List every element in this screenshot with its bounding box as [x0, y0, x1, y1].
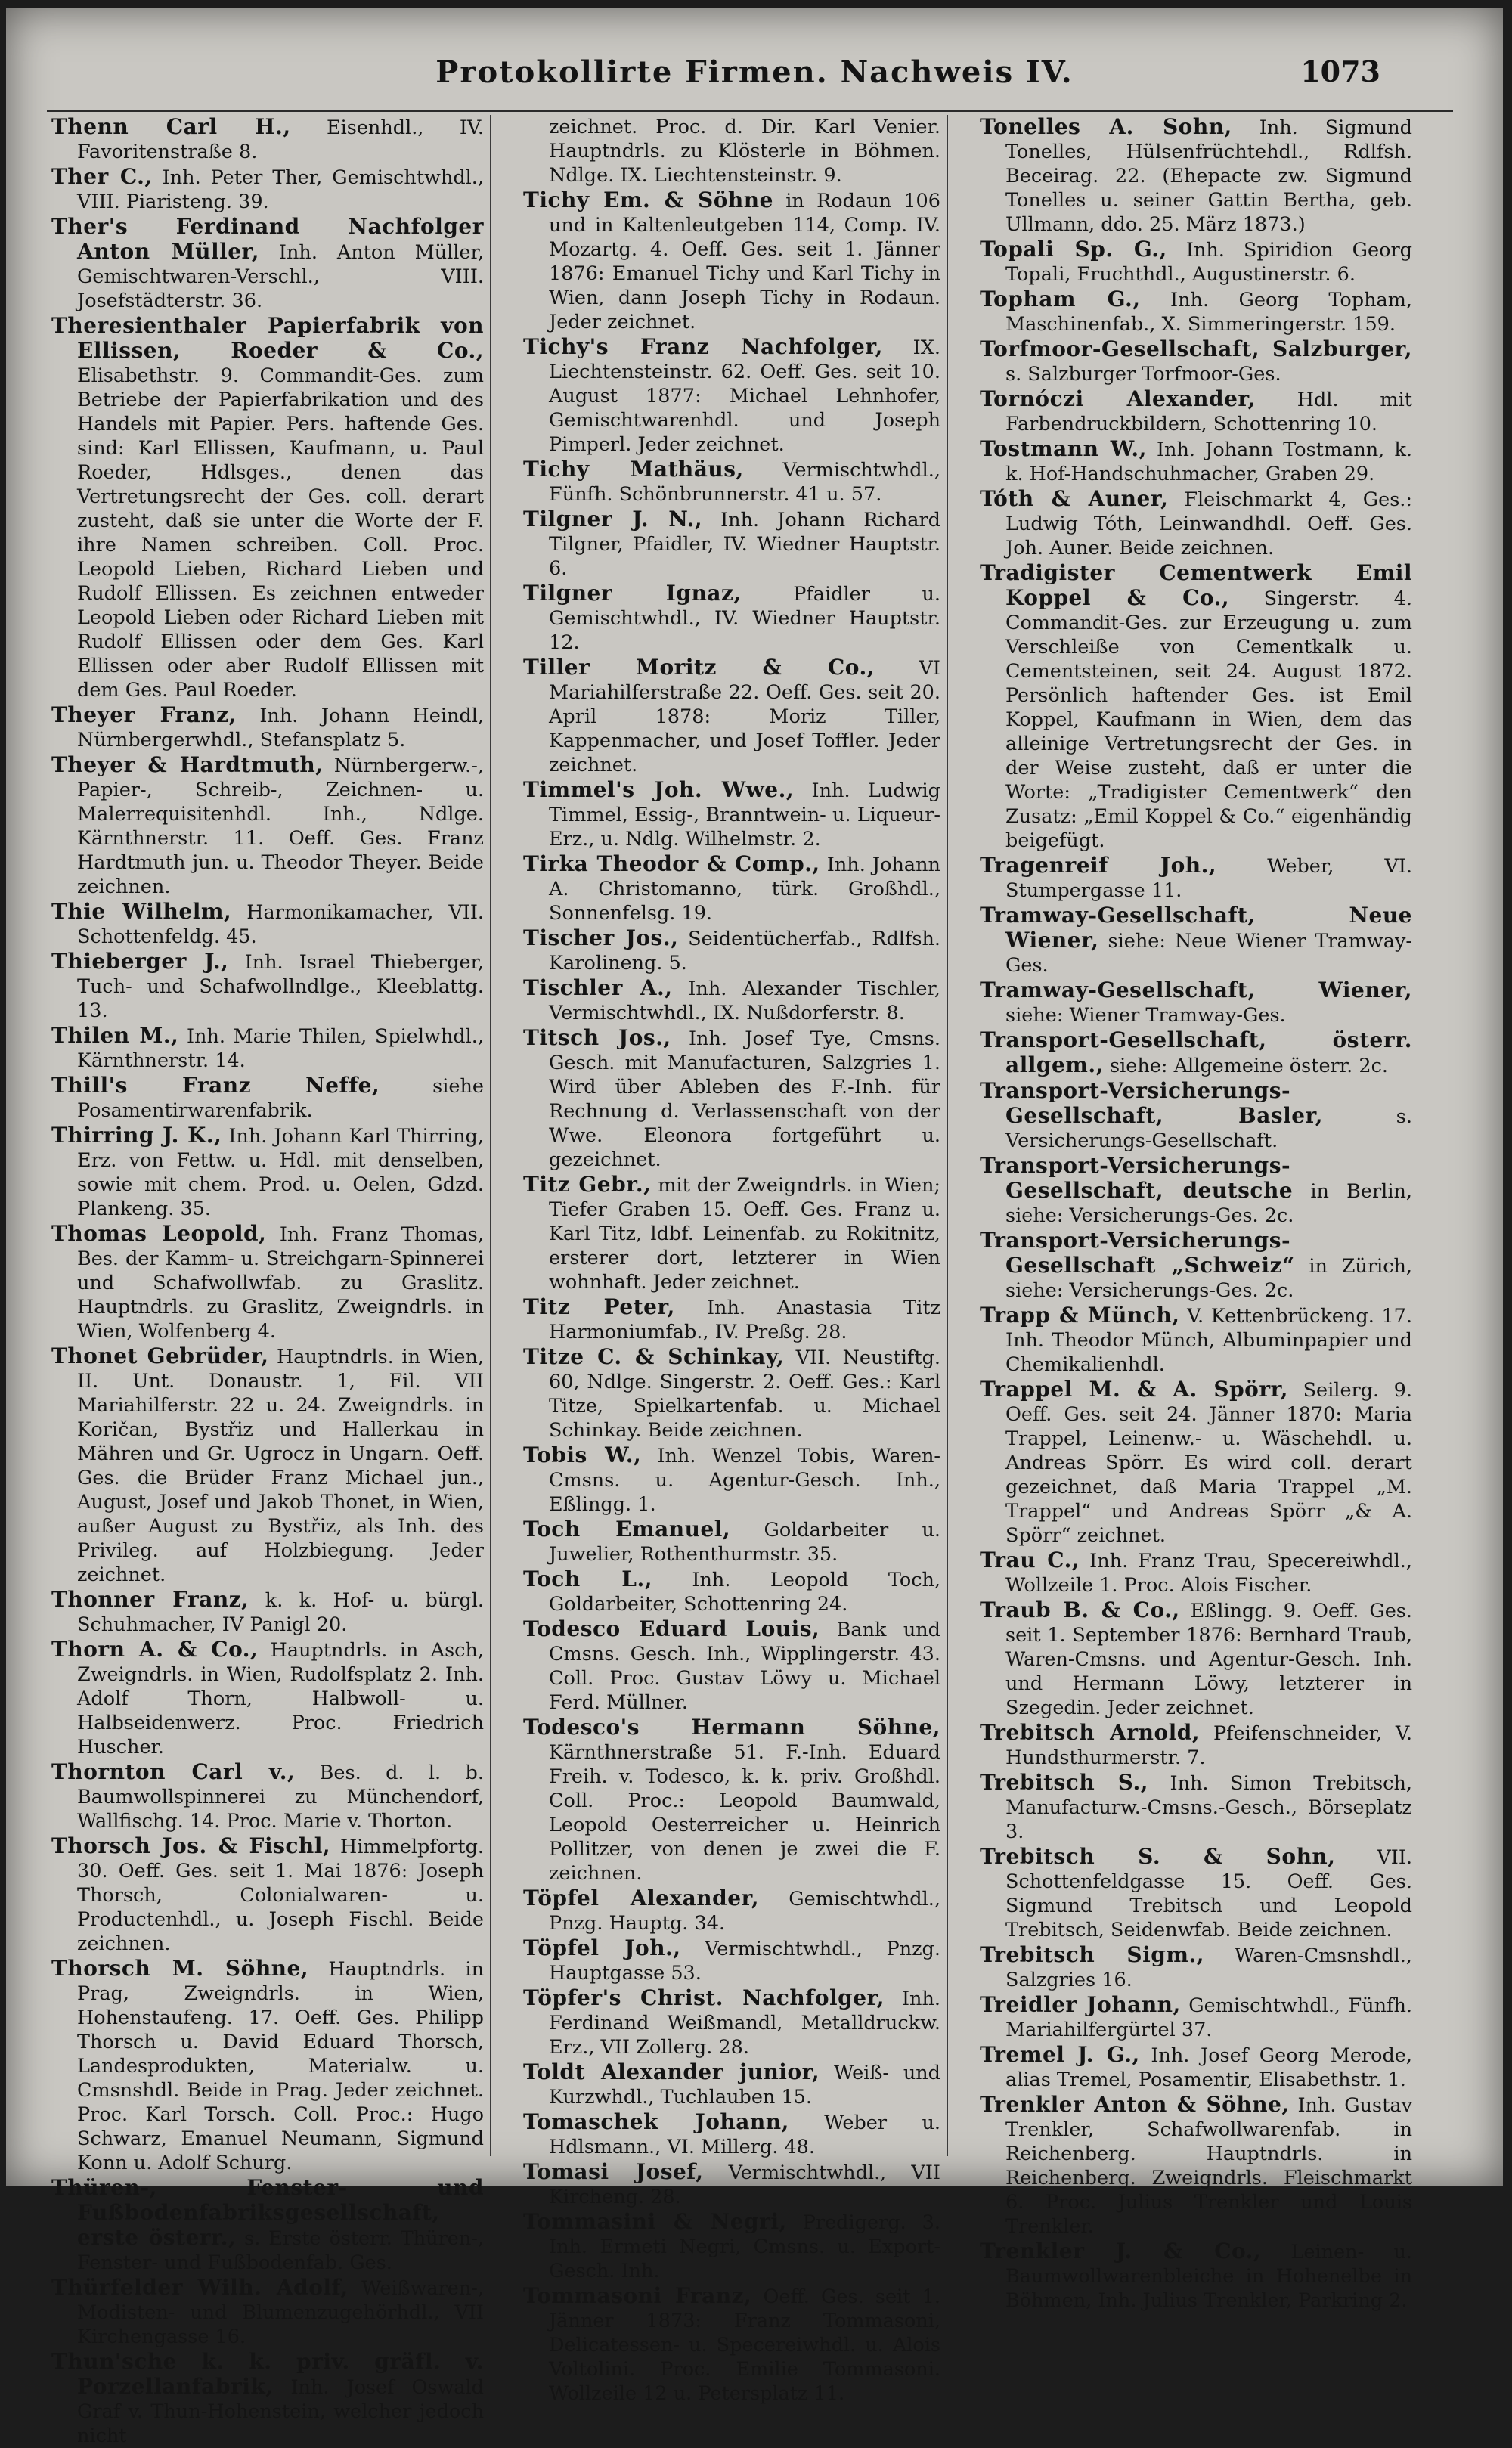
firm-name: Titze C. & Schinkay,	[523, 1344, 785, 1369]
firm-description: s. Versicherungs-Gesellschaft.	[1005, 1105, 1412, 1152]
directory-entry	[980, 854, 1412, 903]
firm-description: Bank und Cmsns. Gesch. Inh., Wipplingerstr. 43. Coll. Proc. Gustav Löwy u. Michael Ferd. Müllner.	[549, 1619, 940, 1714]
firm-name: Tichy Mathäus,	[523, 457, 744, 482]
directory-entry	[51, 1222, 484, 1343]
directory-entry	[51, 115, 484, 164]
firm-description: Kärnthnerstraße 51. F.-Inh. Eduard Freih. v. Todesco, k. k. priv. Großhdl. Coll. Proc.: Leopold Baumwald, Leopold Oesterreicher u. Heinrich Pollitzer, von denen je zwei die F. zeichnen.	[549, 1741, 940, 1885]
firm-name: Tilgner J. N.,	[523, 507, 703, 531]
firm-name: Tonelles A. Sohn,	[980, 114, 1232, 139]
directory-entry	[523, 115, 940, 187]
firm-description: Inh. Johann Karl Thirring, Erz. von Fettw. u. Hdl. mit denselben, sowie mit chem. Prod. u. Oelen, Gdzd. Plankeng. 35.	[77, 1125, 484, 1220]
firm-description: Hauptndrls. in Wien, II. Unt. Donaustr. 1, Fil. VII Mariahilferstr. 22 u. 24. Zweigndrls. in Koričan, Bystřiz und Hallerkau in Mähren und Gr. Ugrocz in Ungarn. Oeff. Ges. die Brüder Franz Michael jun., August, Josef und Jakob Thonet, in Wien, außer August zu Bystřiz, als Inh. des Privileg. auf Holzbiegung. Jeder zeichnet.	[77, 1346, 484, 1586]
firm-name: Tischer Jos.,	[523, 925, 679, 950]
firm-name: Trau C.,	[980, 1548, 1080, 1573]
firm-name: Thieberger J.,	[51, 949, 229, 974]
firm-description: Inh. Leopold Toch, Goldarbeiter, Schottenring 24.	[549, 1569, 941, 1616]
firm-name: Tobis W.,	[523, 1442, 642, 1467]
firm-description: Weiß- und Kurzwhdl., Tuchlauben 15.	[549, 2062, 940, 2109]
firm-name: Tilgner Ignaz,	[523, 581, 742, 606]
directory-entry	[980, 387, 1412, 436]
directory-entry	[980, 1377, 1412, 1548]
firm-name: Töpfel Alexander,	[523, 1886, 760, 1910]
directory-entry	[51, 1760, 484, 1833]
firm-description: in Berlin, siehe: Versicherungs-Ges. 2c.	[1005, 1180, 1413, 1227]
directory-entry	[523, 1986, 940, 2059]
firm-description: zeichnet. Proc. d. Dir. Karl Venier. Hauptndrls. zu Klösterle in Böhmen. Ndlge. IX. Liechtensteinstr. 9.	[549, 116, 940, 187]
directory-entry	[523, 2110, 940, 2159]
firm-name: Thie Wilhelm,	[51, 899, 232, 924]
firm-description: Seidentücherfab., Rdlfsh. Karolineng. 5.	[549, 928, 940, 975]
firm-name: Trenkler Anton & Söhne,	[980, 2092, 1290, 2117]
directory-entry	[523, 581, 940, 655]
page-number: 1073	[1300, 54, 1380, 88]
firm-description: Leinen- u. Baumwollwarenbleiche in Hohenelbe in Böhmen, Inh. Julius Trenkler, Parkring 2.	[1005, 2241, 1412, 2312]
firm-name: Treidler Johann,	[980, 1992, 1181, 2017]
column-left	[51, 114, 485, 2447]
firm-name: Tiller Moritz & Co.,	[523, 655, 875, 680]
firm-name: Traub B. & Co.,	[980, 1597, 1180, 1622]
firm-name: Tradigister Cementwerk Emil Koppel & Co.,	[980, 560, 1412, 610]
directory-entry	[523, 976, 940, 1025]
directory-entry	[523, 1026, 940, 1172]
directory-entry	[980, 1771, 1412, 1844]
firm-name: Tragenreif Joh.,	[980, 853, 1217, 878]
firm-name: Töpfer's Christ. Nachfolger,	[523, 1985, 885, 2010]
firm-name: Titz Peter,	[523, 1294, 675, 1319]
firm-description: Harmonikamacher, VII. Schottenfeldg. 45.	[77, 901, 485, 948]
directory-entry	[51, 2176, 484, 2275]
firm-description: Bes. d. l. b. Baumwollspinnerei zu Münchendorf, Wallfischg. 14. Proc. Marie v. Thorton.	[77, 1762, 484, 1833]
directory-entry	[51, 950, 484, 1023]
directory-entry	[980, 1229, 1412, 1303]
directory-entry	[51, 314, 484, 702]
firm-description: IX. Liechtensteinstr. 62. Oeff. Ges. seit 10. August 1877: Michael Lehnhofer, Gemischtwarenhdl. und Joseph Pimperl. Jeder zeichnet.	[549, 336, 941, 456]
firm-description: Inh. Spiridion Georg Topali, Fruchthdl., Augustinerstr. 6.	[1005, 239, 1412, 286]
directory-entry	[51, 215, 484, 313]
directory-entry	[980, 1154, 1412, 1228]
firm-description: mit der Zweigndrls. in Wien; Tiefer Graben 15. Oeff. Ges. Franz u. Karl Titz, ldbf. Leinenfab. zu Rokitnitz, ersterer dort, letzterer in Wien wohnhaft. Jeder zeichnet.	[549, 1174, 940, 1294]
directory-entry	[980, 1993, 1412, 2042]
firm-description: siehe: Neue Wiener Tramway-Ges.	[1005, 930, 1412, 977]
directory-entry	[523, 188, 940, 334]
firm-name: Tremel J. G.,	[980, 2042, 1140, 2067]
column-divider	[947, 115, 948, 2156]
firm-name: Toch Emanuel,	[523, 1517, 731, 1542]
firm-description: Pfeifenschneider, V. Hundsthurmerstr. 7.	[1005, 1722, 1412, 1769]
directory-entry	[51, 1074, 484, 1123]
firm-name: Todesco's Hermann Söhne,	[523, 1715, 940, 1740]
directory-entry	[980, 1845, 1412, 1942]
firm-description: Inh. Peter Ther, Gemischtwhdl., VIII. Piaristeng. 39.	[77, 166, 485, 213]
page-title: Protokollirte Firmen. Nachweis IV.	[435, 54, 1074, 90]
firm-name: Timmel's Joh. Wwe.,	[523, 777, 795, 802]
firm-description: Weber u. Hdlsmann., VI. Millerg. 48.	[549, 2112, 941, 2158]
firm-name: Trebitsch S.,	[980, 1770, 1149, 1795]
firm-description: Inh. Josef Tye, Cmsns. Gesch. mit Manufacturen, Salzgries 1. Wird über Ableben des F.-Inh. für Rechnung d. Verlassenschaft von der Wwe. Eleonora fortgeführt u. gezeichnet.	[549, 1027, 941, 1171]
firm-description: Predigerg. 3. Inh. Ermeti Negri, Cmsns. u. Export-Gesch. Inh.	[549, 2211, 940, 2282]
firm-name: Tóth & Auner,	[980, 486, 1169, 511]
firm-description: Fleischmarkt 4, Ges.: Ludwig Tóth, Leinwandhdl. Oeff. Ges. Joh. Auner. Beide zeichnen.	[1005, 488, 1412, 559]
firm-name: Tichy's Franz Nachfolger,	[523, 334, 883, 359]
directory-entry	[523, 335, 940, 457]
firm-description: Gemischtwhdl., Pnzg. Hauptg. 34.	[549, 1888, 940, 1935]
firm-name: Tramway-Gesellschaft, Neue Wiener,	[980, 903, 1412, 953]
firm-name: Thüren-, Fenster- und Fußbodenfabriksgesellschaft, erste österr.,	[51, 2175, 484, 2250]
directory-entry	[523, 2060, 940, 2109]
firm-description: Inh. Johann Heindl, Nürnbergerwhdl., Stefansplatz 5.	[77, 705, 484, 751]
directory-entry	[980, 1598, 1412, 1720]
firm-name: Transport-Gesellschaft, österr. allgem.,	[980, 1027, 1412, 1077]
firm-description: Seilerg. 9. Oeff. Ges. seit 24. Jänner 1870: Maria Trappel, Leinenw.- u. Wäschehdl. u. Andreas Spörr. Es wird coll. derart gezeichnet, daß Maria Trappel „M. Trappel“ und Andreas Spörr „& A. Spörr“ zeichnet.	[1005, 1379, 1412, 1547]
firm-name: Thürfelder Wilh. Adolf,	[51, 2275, 349, 2300]
firm-name: Tomaschek Johann,	[523, 2109, 789, 2134]
firm-description: Hdl. mit Farbendruckbildern, Schottenring 10.	[1005, 389, 1413, 435]
firm-description: Inh. Israel Thieberger, Tuch- und Schafwollndlge., Kleeblattg. 13.	[77, 951, 484, 1022]
directory-entry	[523, 1886, 940, 1935]
firm-name: Theresienthaler Papierfabrik von Ellissen, Roeder & Co.,	[51, 313, 484, 363]
directory-entry	[980, 1721, 1412, 1770]
firm-description: Inh. Simon Trebitsch, Manufacturw.-Cmsns.-Gesch., Börseplatz 3.	[1005, 1772, 1412, 1843]
firm-name: Theyer Franz,	[51, 702, 237, 727]
firm-description: Waren-Cmsnshdl., Salzgries 16.	[1005, 1944, 1412, 1991]
firm-name: Tostmann W.,	[980, 436, 1147, 461]
firm-description: Inh. Josef Oswald Graf v. Thun-Hohenstein, welcher jedoch nicht	[77, 2376, 484, 2447]
firm-description: Goldarbeiter u. Juwelier, Rothenthurmstr. 35.	[549, 1519, 941, 1566]
firm-description: VII. Neustiftg. 60, Ndlge. Singerstr. 2. Oeff. Ges.: Karl Titze, Spielkartenfab. u. Michael Schinkay. Beide zeichnen.	[549, 1346, 941, 1442]
firm-description: siehe: Allgemeine österr. 2c.	[1110, 1055, 1388, 1077]
firm-description: Inh. Ludwig Timmel, Essig-, Branntwein- u. Liqueur-Erz., u. Ndlg. Wilhelmstr. 2.	[549, 779, 940, 851]
directory-entry	[980, 1548, 1412, 1597]
directory-entry	[523, 1345, 940, 1442]
firm-name: Tommasoni Franz,	[523, 2283, 752, 2308]
firm-name: Thomas Leopold,	[51, 1221, 267, 1246]
firm-name: Toch L.,	[523, 1566, 652, 1591]
firm-name: Trebitsch Arnold,	[980, 1720, 1201, 1745]
firm-name: Trebitsch Sigm.,	[980, 1942, 1204, 1967]
firm-name: Thorsch M. Söhne,	[51, 1956, 309, 1981]
firm-name: Todesco Eduard Louis,	[523, 1616, 820, 1641]
firm-description: Inh. Johann A. Christomanno, türk. Großhdl., Sonnenfelsg. 19.	[549, 854, 940, 925]
column-right	[980, 114, 1413, 2312]
directory-entry	[980, 561, 1412, 853]
directory-entry	[523, 1295, 940, 1344]
directory-entry	[980, 2239, 1412, 2313]
directory-entry	[980, 287, 1412, 336]
firm-name: Toldt Alexander junior,	[523, 2059, 820, 2084]
firm-description: in Zürich, siehe: Versicherungs-Ges. 2c.	[1005, 1255, 1413, 1302]
firm-description: Weber, VI. Stumpergasse 11.	[1005, 855, 1413, 902]
directory-entry	[523, 2160, 940, 2209]
firm-name: Titsch Jos.,	[523, 1025, 671, 1050]
directory-entry	[523, 1443, 940, 1517]
firm-description: Nürnbergerw.-, Papier-, Schreib-, Zeichnen- u. Malerrequisitenhdl. Inh., Ndlge. Kärnthnerstr. 11. Oeff. Ges. Franz Hardtmuth jun. u. Theodor Theyer. Beide zeichnen.	[77, 755, 484, 898]
firm-description: Hauptndrls. in Asch, Zweigndrls. in Wien, Rudolfsplatz 2. Inh. Adolf Thorn, Halbwoll- u. Halbseidenwerz. Proc. Friedrich Huscher.	[77, 1639, 484, 1759]
firm-description: Inh. Franz Trau, Specereiwhdl., Wollzeile 1. Proc. Alois Fischer.	[1005, 1550, 1412, 1597]
page-header	[6, 54, 1503, 100]
firm-name: Transport-Versicherungs-Gesellschaft „Schweiz“	[980, 1228, 1295, 1278]
firm-description: Himmelpfortg. 30. Oeff. Ges. seit 1. Mai 1876: Joseph Thorsch, Colonialwaren- u. Productenhdl., u. Joseph Fischl. Beide zeichnen.	[77, 1836, 485, 1955]
directory-entry	[523, 655, 940, 777]
firm-description: in Rodaun 106 und in Kaltenleutgeben 114, Comp. IV. Mozartg. 4. Oeff. Ges. seit 1. Jänner 1876: Emanuel Tichy und Karl Tichy in Wien, dann Joseph Tichy in Rodaun. Jeder zeichnet.	[549, 190, 940, 333]
firm-description: Elisabethstr. 9. Commandit-Ges. zum Betriebe der Papierfabrikation und des Handels mit Papier. Pers. haftende Ges. sind: Karl Ellissen, Kaufmann, u. Paul Roeder, Hdlsges., denen das Vertretungsrecht der Ges. coll. derart zusteht, daß sie unter die Worte der F. ihre Namen schreiben. Coll. Proc. Leopold Lieben, Richard Lieben und Rudolf Ellissen. Es zeichnen entweder Leopold Lieben oder Richard Lieben mit Rudolf Ellissen oder dem Ges. Karl Ellissen oder aber Rudolf Ellissen mit dem Ges. Paul Roeder.	[77, 364, 484, 702]
firm-name: Theyer & Hardtmuth,	[51, 752, 324, 777]
firm-name: Torfmoor-Gesellschaft, Salzburger,	[980, 336, 1412, 361]
directory-entry	[980, 2043, 1412, 2092]
firm-description: k. k. Hof- u. bürgl. Schuhmacher, IV Panigl 20.	[77, 1589, 485, 1636]
column-divider	[490, 115, 491, 2156]
firm-description: VI Mariahilferstraße 22. Oeff. Ges. seit 20. April 1878: Moriz Tiller, Kappenmacher, und Josef Toffler. Jeder zeichnet.	[549, 657, 940, 776]
directory-entry	[523, 1617, 940, 1715]
firm-description: Inh. Anton Müller, Gemischtwaren-Verschl., VIII. Josefstädterstr. 36.	[77, 241, 485, 312]
directory-entry	[523, 2210, 940, 2283]
column-middle	[523, 115, 941, 2405]
firm-name: Trappel M. & A. Spörr,	[980, 1377, 1289, 1402]
firm-name: Tischler A.,	[523, 975, 673, 1000]
firm-description: Inh. Sigmund Tonelles, Hülsenfrüchtehdl., Rdlfsh. Beceirag. 22. (Ehepacte zw. Sigmund Tonelles u. seiner Gattin Bertha, geb. Ullmann, ddo. 25. März 1873.)	[1005, 116, 1413, 236]
document-page	[6, 8, 1503, 2447]
firm-name: Thill's Franz Neffe,	[51, 1073, 380, 1098]
firm-name: Töpfel Joh.,	[523, 1935, 681, 1960]
firm-name: Thilen M.,	[51, 1023, 179, 1048]
directory-entry	[523, 778, 940, 851]
directory-entry	[51, 2276, 484, 2349]
directory-entry	[523, 507, 940, 581]
firm-name: Thun'sche k. k. priv. gräfl. v. Porzellanfabrik,	[51, 2349, 484, 2399]
header-rule	[47, 110, 1453, 112]
firm-name: Trenkler J. & Co.,	[980, 2239, 1262, 2264]
directory-entry	[523, 1173, 940, 1294]
firm-name: Trapp & Münch,	[980, 1303, 1180, 1328]
firm-description: Inh. Johann Richard Tilgner, Pfaidler, IV. Wiedner Hauptstr. 6.	[549, 509, 941, 580]
directory-entry	[523, 1517, 940, 1566]
directory-entry	[980, 978, 1412, 1027]
directory-entry	[523, 1567, 940, 1616]
directory-entry	[51, 165, 484, 214]
directory-entry	[523, 2284, 940, 2406]
firm-name: Tornóczi Alexander,	[980, 386, 1256, 411]
firm-name: Ther's Ferdinand Nachfolger Anton Müller,	[51, 214, 484, 264]
directory-entry	[523, 1715, 940, 1886]
firm-description: Eßlingg. 9. Oeff. Ges. seit 1. September 1876: Bernhard Traub, Waren-Cmsns. und Agentur-Gesch. Inh. und Hermann Löwy, letzterer in Szegedin. Jeder zeichnet.	[1005, 1600, 1413, 1719]
firm-description: Gemischtwhdl., Fünfh. Mariahilfergürtel 37.	[1005, 1994, 1412, 2041]
firm-description: s. Erste österr. Thüren-, Fenster- und Fußbodenfab. Ges.	[77, 2227, 484, 2274]
directory-entry	[51, 1834, 484, 1956]
firm-description: Vermischtwhdl., Pnzg. Hauptgasse 53.	[549, 1938, 940, 1985]
firm-description: Inh. Marie Thilen, Spielwhdl., Kärnthnerstr. 14.	[77, 1025, 484, 1072]
directory-entry	[523, 1936, 940, 1985]
directory-entry	[980, 437, 1412, 486]
firm-name: Tomasi Josef,	[523, 2159, 704, 2184]
directory-entry	[51, 1024, 484, 1073]
firm-name: Tramway-Gesellschaft, Wiener,	[980, 978, 1412, 1002]
firm-name: Transport-Versicherungs-Gesellschaft, deutsche	[980, 1153, 1294, 1203]
firm-description: Vermischtwhdl., Fünfh. Schönbrunnerstr. 41 u. 57.	[549, 459, 940, 506]
directory-entry	[980, 337, 1412, 386]
firm-name: Thornton Carl v.,	[51, 1759, 296, 1784]
directory-entry	[51, 1638, 484, 1759]
directory-entry	[980, 487, 1412, 560]
firm-description: Vermischtwhdl., VII Kircheng. 28.	[549, 2161, 940, 2208]
firm-description: Inh. Johann Tostmann, k. k. Hof-Handschuhmacher, Graben 29.	[1005, 438, 1412, 485]
firm-name: Thonet Gebrüder,	[51, 1343, 269, 1368]
firm-name: Thirring J. K.,	[51, 1123, 222, 1148]
directory-entry	[51, 900, 484, 949]
firm-description: Hauptndrls. in Prag, Zweigndrls. in Wien, Hohenstaufeng. 17. Oeff. Ges. Philipp Thorsch u. David Eduard Thorsch, Landesprodukten, Materialw. u. Cmsnshdl. Beide in Prag. Jeder zeichnet. Proc. Karl Torsch. Coll. Proc.: Hugo Schwarz, Emanuel Neumann, Sigmund Konn u. Adolf Schurg.	[77, 1958, 485, 2174]
firm-description: Singerstr. 4. Commandit-Ges. zur Erzeugung u. zum Verschleiße von Cementkalk u. Cementsteinen, seit 24. August 1872. Persönlich haftender Ges. ist Emil Koppel, Kaufmann in Wien, dem das alleinige Vertretungsrecht der Ges. in der Weise zusteht, daß er unter die Worte: „Tradigister Cementwerk“ den Zusatz: „Emil Koppel & Co.“ eigenhändig beigefügt.	[1005, 587, 1413, 852]
directory-entry	[980, 1028, 1412, 1078]
directory-entry	[980, 1079, 1412, 1153]
firm-name: Thorn A. & Co.,	[51, 1637, 259, 1662]
directory-entry	[523, 852, 940, 925]
firm-name: Thenn Carl H.,	[51, 114, 291, 139]
firm-description: Pfaidler u. Gemischtwhdl., IV. Wiedner Hauptstr. 12.	[549, 583, 940, 654]
firm-name: Trebitsch S. & Sohn,	[980, 1844, 1336, 1869]
directory-entry	[980, 903, 1412, 978]
firm-description: Inh. Franz Thomas, Bes. der Kamm- u. Streichgarn-Spinnerei und Schafwollwfab. zu Graslitz. Hauptndrls. zu Graslitz, Zweigndrls. in Wien, Wolfenberg 4.	[77, 1223, 484, 1343]
firm-name: Tommasini & Negri,	[523, 2209, 787, 2234]
firm-description: V. Kettenbrückeng. 17. Inh. Theodor Münch, Albuminpapier und Chemikalienhdl.	[1005, 1305, 1412, 1376]
firm-description: s. Salzburger Torfmoor-Ges.	[1005, 363, 1281, 386]
directory-entry	[980, 1943, 1412, 1992]
directory-entry	[51, 1957, 484, 2175]
firm-name: Topali Sp. G.,	[980, 237, 1167, 262]
directory-entry	[51, 1344, 484, 1587]
firm-description: Inh. Georg Topham, Maschinenfab., X. Simmeringerstr. 159.	[1005, 289, 1412, 336]
directory-entry	[980, 2093, 1412, 2239]
directory-entry	[523, 926, 940, 975]
firm-description: Inh. Josef Georg Merode, alias Tremel, Posamentir, Elisabethstr. 1.	[1005, 2044, 1412, 2091]
firm-name: Transport-Versicherungs-Gesellschaft, Basler,	[980, 1078, 1324, 1128]
firm-description: siehe Posamentirwarenfabrik.	[77, 1075, 484, 1122]
firm-description: Inh. Wenzel Tobis, Waren-Cmsns. u. Agentur-Gesch. Inh., Eßlingg. 1.	[549, 1445, 940, 1516]
firm-name: Tichy Em. & Söhne	[523, 187, 773, 212]
directory-entry	[980, 1303, 1412, 1377]
firm-name: Topham G.,	[980, 287, 1141, 311]
directory-entry	[980, 237, 1412, 287]
firm-description: Oeff. Ges. seit 1. Jänner 1873: Franz Tommasoni, Delicatessen- u. Specereiwhdl. u. Alois Voltolini. Proc. Emilie Tommasoni. Wollzeile 12 u. Petersplatz 11.	[549, 2285, 940, 2405]
directory-entry	[51, 1588, 484, 1637]
directory-entry	[51, 753, 484, 899]
firm-description: Weißwaren-, Modisten- und Blumenzugehörhdl., VII Kirchengasse 16.	[77, 2277, 484, 2348]
firm-description: Inh. Ferdinand Weißmandl, Metalldruckw. Erz., VII Zollerg. 28.	[549, 1988, 941, 2059]
directory-entry	[51, 703, 484, 752]
firm-name: Ther C.,	[51, 164, 153, 189]
firm-name: Thorsch Jos. & Fischl,	[51, 1833, 331, 1858]
firm-description: Eisenhdl., IV. Favoritenstraße 8.	[77, 116, 484, 163]
firm-name: Thonner Franz,	[51, 1587, 249, 1612]
firm-description: Inh. Alexander Tischler, Vermischtwhdl., IX. Nußdorferstr. 8.	[549, 978, 940, 1024]
directory-entry	[51, 1123, 484, 1221]
firm-name: Tirka Theodor & Comp.,	[523, 851, 820, 876]
firm-description: Inh. Anastasia Titz Harmoniumfab., IV. Preßg. 28.	[549, 1297, 941, 1343]
directory-entry	[523, 457, 940, 507]
firm-description: Inh. Gustav Trenkler, Schafwollwarenfab. in Reichenberg. Hauptndrls. in Reichenberg. Zweigndrls. Fleischmarkt 6. Proc. Julius Trenkler und Louis Trenkler.	[1005, 2094, 1412, 2238]
firm-description: siehe: Wiener Tramway-Ges.	[1005, 1004, 1286, 1027]
firm-description: VII. Schottenfeldgasse 15. Oeff. Ges. Sigmund Trebitsch und Leopold Trebitsch, Seidenwfab. Beide zeichnen.	[1005, 1846, 1412, 1941]
directory-entry	[980, 115, 1412, 237]
firm-name: Titz Gebr.,	[523, 1172, 652, 1197]
directory-entry	[51, 2350, 484, 2448]
